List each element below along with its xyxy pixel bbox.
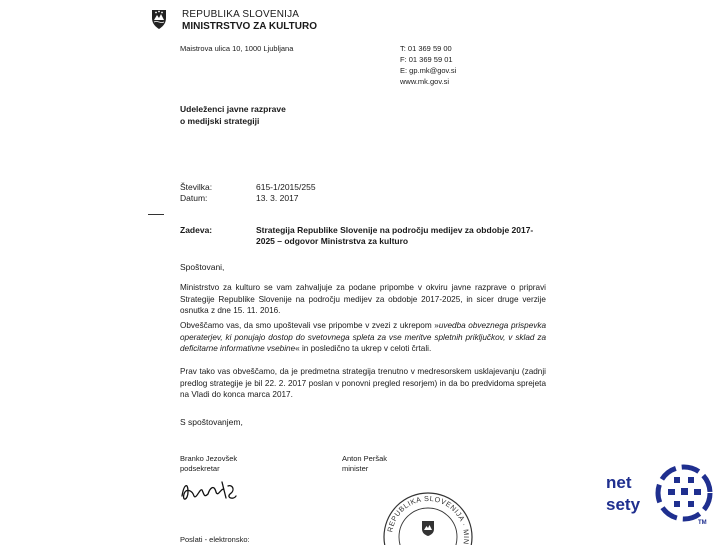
left-signature-icon — [178, 476, 240, 506]
recipient-line2: o medijski strategiji — [180, 116, 260, 126]
subject-label: Zadeva: — [180, 225, 213, 235]
brand-text-line1: net — [606, 473, 632, 492]
brand-text-line2: sety — [606, 495, 641, 514]
ministry-name: MINISTRSTVO ZA KULTURO — [182, 21, 317, 32]
margin-mark — [148, 214, 164, 215]
para2-intro: Obveščamo vas, da smo upoštevali vse pripombe v zvezi z ukrepom » — [180, 321, 439, 330]
contact-email[interactable]: E: gp.mk@gov.si — [400, 66, 457, 75]
coat-of-arms-icon — [150, 8, 168, 30]
paragraph-2-text — [180, 320, 546, 355]
date-value: 13. 3. 2017 — [256, 193, 299, 203]
brand-logo — [606, 462, 720, 540]
contact-website[interactable]: www.mk.gov.si — [400, 77, 450, 86]
body-paragraph-2 — [180, 320, 546, 355]
para2-outro: « in posledično ta ukrep v celoti črtali. — [295, 344, 432, 353]
subject-line2: 2025 – odgovor Ministrstva za kulturo — [256, 236, 409, 246]
greeting: Spoštovani, — [180, 262, 225, 272]
footer-send-label: Poslati - elektronsko: — [180, 535, 250, 544]
date-label: Datum: — [180, 193, 208, 203]
paragraph-1-text: Ministrstvo za kulturo se vam zahvaljuje za podane pripombe v okviru javne razprave o pripravi Strategije Republike Slovenije na področju medijev za obdobje 2017-2025, in sicer druge verzije osnutka z dne 15. 11. 2016. — [180, 283, 546, 315]
left-signatory-title: podsekretar — [180, 464, 220, 473]
ministry-address: Maistrova ulica 10, 1000 Ljubljana — [180, 44, 294, 53]
globe-icon — [654, 462, 714, 524]
right-signatory-name: Anton Peršak — [342, 454, 388, 463]
number-value: 615-1/2015/255 — [256, 182, 316, 192]
paragraph-3-text: Prav tako vas obveščamo, da je predmetna strategija trenutno v medresorskem usklajevanju (zadnji predlog strategije je bil 22. 2. 2017 poslan v ponovni pregled resorjem) in da bo predvidoma sprejeta na Vladi do konca marca 2017. — [180, 367, 546, 399]
body-paragraph-1 — [180, 282, 546, 317]
trademark-mark: TM — [698, 520, 707, 526]
number-label: Številka: — [180, 182, 213, 192]
official-stamp-icon — [380, 455, 476, 545]
contact-fax: F: 01 369 59 01 — [400, 55, 453, 64]
subject-line1: Strategija Republike Slovenije na področju medijev za obdobje 2017- — [256, 225, 534, 235]
closing: S spoštovanjem, — [180, 417, 243, 427]
contact-block — [400, 43, 456, 87]
right-signatory-title: minister — [342, 464, 369, 473]
recipient-line1: Udeleženci javne razprave — [180, 104, 286, 114]
body-paragraph-3 — [180, 366, 546, 401]
republic-name: REPUBLIKA SLOVENIJA — [182, 9, 300, 20]
svg-text:REPUBLIKA SLOVENIJA · MINISTRS — [385, 494, 471, 545]
left-signatory-name: Branko Jezovšek — [180, 454, 238, 463]
stamp-ring-text: REPUBLIKA SLOVENIJA · MIN — [385, 493, 472, 545]
para2-quoted-measure: uvedba obveznega prispevka operaterjev, ki ponujajo dostop do svetovnega spleta za vse meritve spletnih priključkov, v sklad za deficitarne informativne vsebine — [180, 321, 547, 353]
contact-phone: T: 01 369 59 00 — [400, 44, 452, 53]
